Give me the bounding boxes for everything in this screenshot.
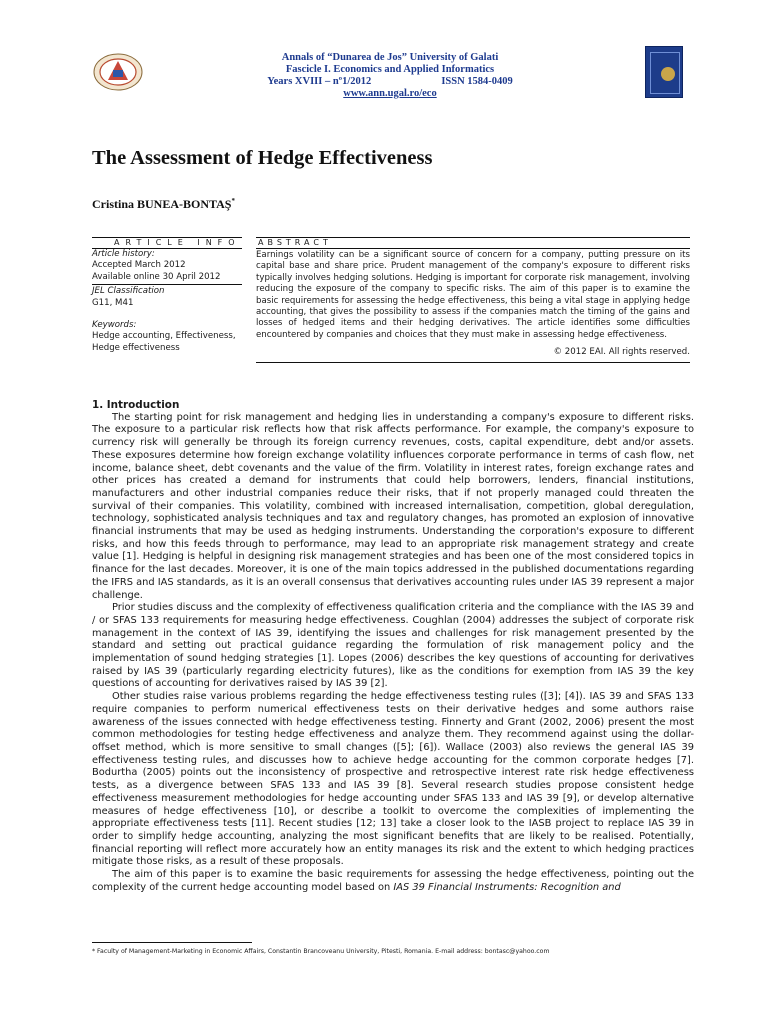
history-label: Article history: xyxy=(92,249,155,259)
author-footnote-mark: * xyxy=(231,197,235,205)
author-name: Cristina BUNEA-BONTAŞ* xyxy=(92,197,235,211)
accepted-date: Accepted March 2012 xyxy=(92,260,186,271)
abstract-panel xyxy=(256,237,690,363)
keywords-label: Keywords: xyxy=(92,320,137,331)
section-heading: 1. Introduction xyxy=(92,399,180,411)
journal-header xyxy=(200,52,580,100)
available-date: Available online 30 April 2012 xyxy=(92,271,221,282)
keywords-line-2: Hedge effectiveness xyxy=(92,342,180,353)
paragraph-2: Prior studies discuss and the complexity of effectiveness qualification criteria and the compliance with the IAS 39 and / or SFAS 133 requirements for measuring hedge effectiveness. Coughlan (2004) addresses the subject of corporate risk management in the context of IAS 39, identifying the issues and challenges for risk management presented by the standard and setting out practical guidance regarding the formulation of risk management policy and the implementation of sound hedging strategies [1]. Lopes (2006) describes the key questions of accounting for derivatives raised by IAS 39 (particularly regarding electricity futures), like as the conditions for exemption from IAS 39 the key questions of accounting for derivatives raised by IAS 39 [2]. xyxy=(92,602,694,690)
jel-codes: G11, M41 xyxy=(92,297,134,308)
article-info-heading: ARTICLE INFO xyxy=(92,237,242,249)
article-body xyxy=(92,399,694,894)
journal-name: Annals of “Dunarea de Jos” University of Galati xyxy=(281,52,499,63)
paragraph-1: The starting point for risk management and hedging lies in understanding a company's exposure to different risks. The exposure to a particular risk reflects how that risk affects performance. For example, the company's exposure to currency risk will generally be through its foreign currency revenues, costs, capital expenditure, debt and/or assets. These exposures determine how foreign exchange volatility influences corporate performance in terms of cash flow, net income, balance sheet, debt covenants and the value of the firm. Volatility in interest rates, foreign exchange rates and other prices has created a demand for instruments that could help borrowers, lenders, financial institutions, manufacturers and other industrial companies reduce their risks, that if not properly managed could threaten the survival of their companies. This volatility, combined with increased internalisation, competition, global deregulation, technology, sophisticated analysis techniques and tax and regulatory changes, has promoted an explosion of innovative financial instruments that may be used as hedging instruments. Understanding the corporation's exposure to different risks, and how this feeds through to performance, may lead to an appropriate risk management strategy and create value [1]. Hedging is helpful in designing risk management strategies and has been one of the most considered topics in finance for the last decades. Moreover, it is one of the main topics addressed in the published documentations regarding the IFRS and IAS standards, as it is an overall consensus that derivatives accounting rules under IAS 39 represent a major challenge. xyxy=(92,411,694,601)
divider xyxy=(92,284,242,285)
paragraph-3: Other studies raise various problems regarding the hedge effectiveness testing rules ([3]; [4]). IAS 39 and SFAS 133 require companies to perform numerical effectiveness tests on their derivative hedges and some authors raise awareness of the issues connected with hedge effectiveness testing. Finnerty and Grant (2002, 2006) present the most common methodologies for testing hedge effectiveness and analyze them. They recommend against using the dollar-offset method, which is more sensitive to small changes ([5]; [6]). Wallace (2003) also reviews the general IAS 39 effectiveness testing rules, and discusses how to achieve hedge accounting for the common corporate hedges [7]. Bodurtha (2005) points out the inconsistency of prospective and retrospective interest rate risk hedge effectiveness tests, as a divergence between SFAS 133 and IAS 39 [8]. Several research studies propose consistent hedge effectiveness measurement methodologies for hedge accounting under SFAS 133 and IAS 39 [9], or develop alternative measures of hedge effectiveness [10], or describe a toolkit to overcome the complexities of implementing the appropriate effectiveness tests [11]. Recent studies [12; 13] take a closer look to the IASB project to replace IAS 39 in order to simplify hedge accounting, analyzing the most significant benefits that are likely to be realised. Potentially, financial reporting will reflect more accurately how an entity manages its risk and the extent to which hedging practices mitigate those risks, as a result of these proposals. xyxy=(92,691,694,868)
author-footnote: * Faculty of Management-Marketing in Economic Affairs, Constantin Brancoveanu University, Pitesti, Romania. E-mail address: bontasc@yahoo.com xyxy=(92,948,550,955)
university-seal-icon xyxy=(92,52,144,92)
footnote-divider xyxy=(92,942,252,943)
journal-years: Years XVIII – nº1/2012 xyxy=(267,76,372,87)
paragraph-4: The aim of this paper is to examine the basic requirements for assessing the hedge effectiveness, pointing out the complexity of the current hedge accounting model based on IAS 39 Financial Instruments: Recognition and xyxy=(92,869,694,893)
copyright-notice: © 2012 EAI. All rights reserved. xyxy=(256,347,690,362)
journal-url-link[interactable]: www.ann.ugal.ro/eco xyxy=(343,88,437,99)
paper-title: The Assessment of Hedge Effectiveness xyxy=(92,147,433,169)
journal-cover-icon xyxy=(645,46,683,98)
article-info-panel xyxy=(92,237,242,354)
journal-issn: ISSN 1584-0409 xyxy=(441,76,513,87)
abstract-heading: ABSTRACT xyxy=(256,237,690,249)
abstract-text: Earnings volatility can be a significant source of concern for a company, putting pressure on its capital base and share price. Prudent management of the company's exposure to different risks typically involves hedging solutions. Hedging is important for corporate risk management, involving reducing the exposure of the company to specific risks. The aim of this paper is to examine the basic requirements for assessing the hedge effectiveness, this being a vital stage in applying hedge accounting, that gives the possibility to assess if the companies match the timing of the gains and losses of hedged items and their hedging derivatives. The article identifies some difficulties encountered by companies and choices that they must make in assessing hedge effectiveness. xyxy=(256,250,690,340)
journal-fascicle: Fascicle I. Economics and Applied Informatics xyxy=(285,64,495,75)
keywords-line-1: Hedge accounting, Effectiveness, xyxy=(92,331,236,342)
jel-label: JEL Classification xyxy=(92,286,165,297)
